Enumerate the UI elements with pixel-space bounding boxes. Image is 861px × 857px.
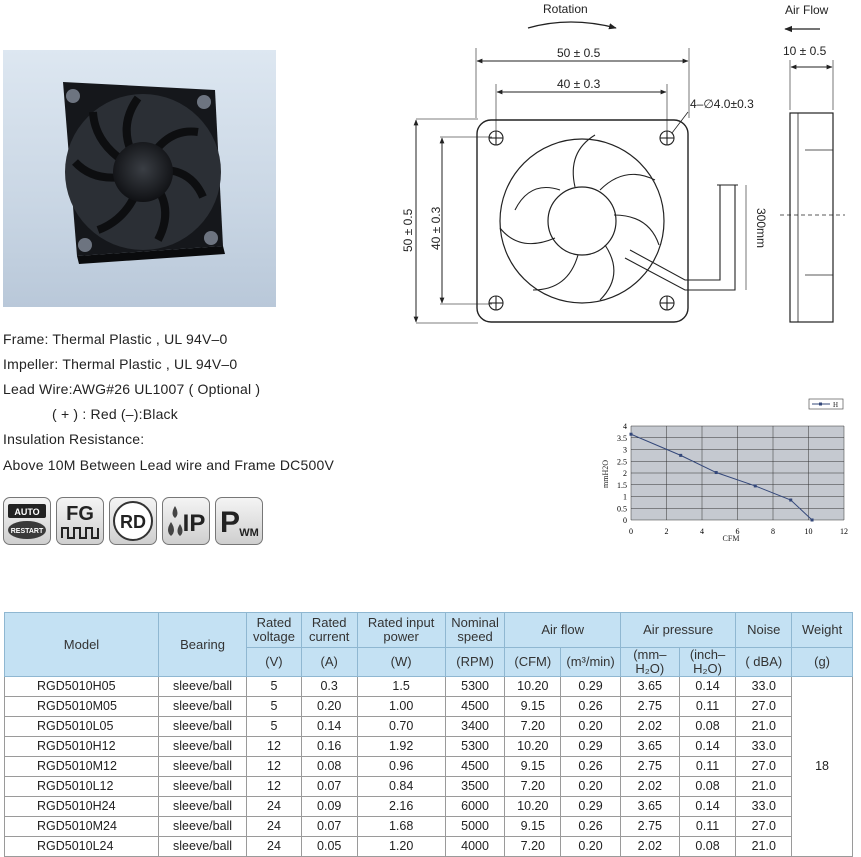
table-cell: 3500 xyxy=(445,777,505,797)
table-cell: sleeve/ball xyxy=(158,797,246,817)
badge-fg-text: FG xyxy=(66,503,94,525)
ip-icon xyxy=(163,498,209,544)
th-unit-noise: ( dBA) xyxy=(736,648,792,677)
table-row xyxy=(5,677,853,697)
table-row xyxy=(5,817,853,837)
th-unit-mmh2o: (mm–H₂O) xyxy=(620,648,679,677)
weight-cell: 18 xyxy=(792,677,853,857)
table-cell: RGD5010H05 xyxy=(5,677,159,697)
table-cell: 1.00 xyxy=(357,697,445,717)
table-cell: 7.20 xyxy=(505,717,561,737)
table-cell: 0.11 xyxy=(679,817,736,837)
table-cell: 12 xyxy=(247,737,302,757)
fan-side-view xyxy=(790,113,833,322)
table-cell: 0.14 xyxy=(679,737,736,757)
spec-impeller: Impeller: Thermal Plastic , UL 94V–0 xyxy=(3,356,238,372)
th-airflow: Air flow xyxy=(505,613,620,648)
dim-width-inner: 40 ± 0.3 xyxy=(557,77,601,91)
th-power: Rated input power xyxy=(357,613,445,648)
table-cell: 0.16 xyxy=(301,737,357,757)
pwm-badge xyxy=(215,497,263,545)
th-bearing: Bearing xyxy=(158,613,246,677)
auto-restart-icon xyxy=(4,498,50,544)
table-body xyxy=(5,677,853,857)
chart-x-tick-label: 12 xyxy=(840,527,848,536)
auto-restart-badge xyxy=(3,497,51,545)
spec-lead-wire: Lead Wire:AWG#26 UL1007 ( Optional ) xyxy=(3,381,261,397)
table-cell: 27.0 xyxy=(736,817,792,837)
table-cell: 9.15 xyxy=(505,757,561,777)
ip-badge xyxy=(162,497,210,545)
table-cell: sleeve/ball xyxy=(158,717,246,737)
th-unit-cfm: (CFM) xyxy=(505,648,561,677)
table-cell: 5 xyxy=(247,677,302,697)
chart-y-tick-label: 1 xyxy=(623,492,627,502)
chart-legend-label: H xyxy=(833,401,839,409)
table-cell: 5300 xyxy=(445,677,505,697)
table-cell: 9.15 xyxy=(505,697,561,717)
table-cell: 0.09 xyxy=(301,797,357,817)
table-row xyxy=(5,697,853,717)
chart-data-point xyxy=(679,454,682,457)
th-pressure: Air pressure xyxy=(620,613,735,648)
rd-badge xyxy=(109,497,157,545)
chart-x-tick-label: 8 xyxy=(771,527,775,536)
table-cell: 4500 xyxy=(445,757,505,777)
table-cell: 0.07 xyxy=(301,777,357,797)
chart-data-point xyxy=(630,433,633,436)
table-cell: 5 xyxy=(247,697,302,717)
table-cell: sleeve/ball xyxy=(158,737,246,757)
table-cell: 2.75 xyxy=(620,757,679,777)
table-cell: 2.75 xyxy=(620,697,679,717)
chart-data-point xyxy=(811,519,814,522)
table-cell: 33.0 xyxy=(736,797,792,817)
table-cell: 27.0 xyxy=(736,697,792,717)
table-cell: RGD5010H24 xyxy=(5,797,159,817)
chart-y-tick-label: 1.5 xyxy=(617,480,627,490)
fan-photo-image xyxy=(3,50,276,307)
table-cell: 0.11 xyxy=(679,757,736,777)
mounting-holes xyxy=(489,131,674,310)
table-cell: 0.14 xyxy=(679,797,736,817)
table-cell: 7.20 xyxy=(505,837,561,857)
pq-chart xyxy=(595,396,855,546)
table-cell: 4000 xyxy=(445,837,505,857)
table-cell: 3.65 xyxy=(620,677,679,697)
table-cell: 0.96 xyxy=(357,757,445,777)
badge-rd-text: RD xyxy=(120,512,146,532)
table-row xyxy=(5,837,853,857)
product-photo xyxy=(3,50,276,307)
chart-y-tick-label: 2.5 xyxy=(617,457,627,467)
table-cell: 0.08 xyxy=(679,717,736,737)
table-cell: 10.20 xyxy=(505,737,561,757)
table-cell: 0.08 xyxy=(679,837,736,857)
table-cell: 10.20 xyxy=(505,677,561,697)
airflow-label: Air Flow xyxy=(785,3,829,17)
table-row xyxy=(5,737,853,757)
spec-polarity: ( + ) : Red (–):Black xyxy=(52,406,178,422)
table-cell: 0.05 xyxy=(301,837,357,857)
table-cell: RGD5010M05 xyxy=(5,697,159,717)
table-cell: 6000 xyxy=(445,797,505,817)
table-cell: 3.65 xyxy=(620,737,679,757)
table-cell: 5300 xyxy=(445,737,505,757)
table-cell: 10.20 xyxy=(505,797,561,817)
th-unit-current: (A) xyxy=(301,648,357,677)
table-cell: 33.0 xyxy=(736,677,792,697)
table-cell: sleeve/ball xyxy=(158,677,246,697)
rotation-label: Rotation xyxy=(543,2,588,16)
th-unit-voltage: (V) xyxy=(247,648,302,677)
badge-p-text: P xyxy=(219,506,241,539)
badge-ip-text: IP xyxy=(182,510,206,537)
table-cell: 0.29 xyxy=(561,797,621,817)
dim-height-outer: 50 ± 0.5 xyxy=(401,208,415,252)
th-current: Rated current xyxy=(301,613,357,648)
spec-table xyxy=(4,612,853,857)
spec-frame: Frame: Thermal Plastic , UL 94V–0 xyxy=(3,331,228,347)
table-cell: 5 xyxy=(247,717,302,737)
th-voltage: Rated voltage xyxy=(247,613,302,648)
rotation-arrow-icon xyxy=(528,22,616,28)
table-cell: 24 xyxy=(247,817,302,837)
table-cell: 33.0 xyxy=(736,737,792,757)
table-cell: 2.75 xyxy=(620,817,679,837)
chart-y-tick-label: 2 xyxy=(623,469,627,478)
fg-icon xyxy=(57,498,103,544)
chart-y-tick-label: 3.5 xyxy=(617,433,627,443)
table-cell: 12 xyxy=(247,757,302,777)
table-cell: 0.20 xyxy=(561,717,621,737)
table-cell: 0.20 xyxy=(561,777,621,797)
dim-width-outer: 50 ± 0.5 xyxy=(557,46,601,60)
table-cell: 0.84 xyxy=(357,777,445,797)
table-row xyxy=(5,777,853,797)
th-weight: Weight xyxy=(792,613,853,648)
badge-wm-text: WM xyxy=(239,527,259,539)
table-cell: RGD5010M24 xyxy=(5,817,159,837)
table-cell: 0.08 xyxy=(679,777,736,797)
table-cell: RGD5010H12 xyxy=(5,737,159,757)
table-cell: 2.16 xyxy=(357,797,445,817)
table-cell: 0.20 xyxy=(301,697,357,717)
chart-data-point xyxy=(715,471,718,474)
pwm-icon xyxy=(216,498,262,544)
table-cell: sleeve/ball xyxy=(158,817,246,837)
table-cell: 2.02 xyxy=(620,717,679,737)
spec-insulation-title: Insulation Resistance: xyxy=(3,431,145,447)
chart-x-tick-label: 10 xyxy=(804,527,813,536)
table-cell: 0.26 xyxy=(561,697,621,717)
th-unit-inchh2o: (inch–H₂O) xyxy=(679,648,736,677)
table-cell: RGD5010L12 xyxy=(5,777,159,797)
table-cell: 0.20 xyxy=(561,837,621,857)
table-cell: 0.14 xyxy=(679,677,736,697)
table-row xyxy=(5,797,853,817)
table-cell: sleeve/ball xyxy=(158,837,246,857)
dim-thickness: 10 ± 0.5 xyxy=(783,44,827,58)
chart-y-tick-label: 0.5 xyxy=(617,504,627,514)
table-cell: sleeve/ball xyxy=(158,757,246,777)
fan-frame-outline xyxy=(477,120,688,322)
chart-ylabel: mmH2O xyxy=(601,460,610,488)
table-cell: 0.29 xyxy=(561,677,621,697)
table-cell: 0.70 xyxy=(357,717,445,737)
table-cell: 5000 xyxy=(445,817,505,837)
th-unit-weight: (g) xyxy=(792,648,853,677)
table-cell: 1.20 xyxy=(357,837,445,857)
table-row xyxy=(5,757,853,777)
table-cell: 0.29 xyxy=(561,737,621,757)
th-unit-speed: (RPM) xyxy=(445,648,505,677)
th-unit-m3: (m³/min) xyxy=(561,648,621,677)
table-cell: sleeve/ball xyxy=(158,777,246,797)
table-cell: 1.5 xyxy=(357,677,445,697)
table-cell: 0.14 xyxy=(301,717,357,737)
table-cell: 2.02 xyxy=(620,777,679,797)
th-speed: Nominal speed xyxy=(445,613,505,648)
table-row xyxy=(5,717,853,737)
chart-y-tick-label: 4 xyxy=(623,422,627,431)
table-cell: 3.65 xyxy=(620,797,679,817)
chart-x-tick-label: 0 xyxy=(629,527,633,536)
table-cell: 21.0 xyxy=(736,777,792,797)
table-cell: sleeve/ball xyxy=(158,697,246,717)
table-cell: RGD5010M12 xyxy=(5,757,159,777)
table-cell: 0.08 xyxy=(301,757,357,777)
spec-insulation-value: Above 10M Between Lead wire and Frame DC500V xyxy=(3,457,334,473)
chart-x-tick-label: 4 xyxy=(700,527,704,536)
table-cell: 2.02 xyxy=(620,837,679,857)
dim-wire: 300mm xyxy=(754,208,768,249)
table-cell: 24 xyxy=(247,837,302,857)
chart-data-point xyxy=(754,484,757,487)
table-cell: 12 xyxy=(247,777,302,797)
table-cell: 27.0 xyxy=(736,757,792,777)
table-cell: 0.11 xyxy=(679,697,736,717)
fg-badge xyxy=(56,497,104,545)
table-cell: 21.0 xyxy=(736,837,792,857)
table-cell: 24 xyxy=(247,797,302,817)
chart-x-tick-label: 2 xyxy=(664,527,669,536)
badge-auto-text: AUTO xyxy=(14,507,40,517)
table-cell: 3400 xyxy=(445,717,505,737)
table-cell: 1.68 xyxy=(357,817,445,837)
table-cell: 9.15 xyxy=(505,817,561,837)
table-cell: 21.0 xyxy=(736,717,792,737)
table-cell: 4500 xyxy=(445,697,505,717)
table-cell: RGD5010L05 xyxy=(5,717,159,737)
dim-height-inner: 40 ± 0.3 xyxy=(429,206,443,250)
th-noise: Noise xyxy=(736,613,792,648)
chart-xlabel: CFM xyxy=(722,534,740,543)
chart-y-tick-label: 3 xyxy=(623,445,627,455)
table-cell: 7.20 xyxy=(505,777,561,797)
dim-holes: 4–∅4.0±0.3 xyxy=(690,97,754,111)
table-cell: 0.26 xyxy=(561,817,621,837)
table-cell: 0.26 xyxy=(561,757,621,777)
chart-y-tick-label: 0 xyxy=(623,516,627,525)
table-cell: RGD5010L24 xyxy=(5,837,159,857)
fan-dimension-drawing xyxy=(400,0,861,345)
badge-restart-text: RESTART xyxy=(10,528,44,535)
rd-icon xyxy=(110,498,156,544)
table-cell: 1.92 xyxy=(357,737,445,757)
th-model: Model xyxy=(5,613,159,677)
chart-data-point xyxy=(789,499,792,502)
chart-y-ticks xyxy=(617,422,627,525)
table-cell: 0.07 xyxy=(301,817,357,837)
chart-x-tick-label: 6 xyxy=(735,527,740,536)
table-cell: 0.3 xyxy=(301,677,357,697)
th-unit-power: (W) xyxy=(357,648,445,677)
